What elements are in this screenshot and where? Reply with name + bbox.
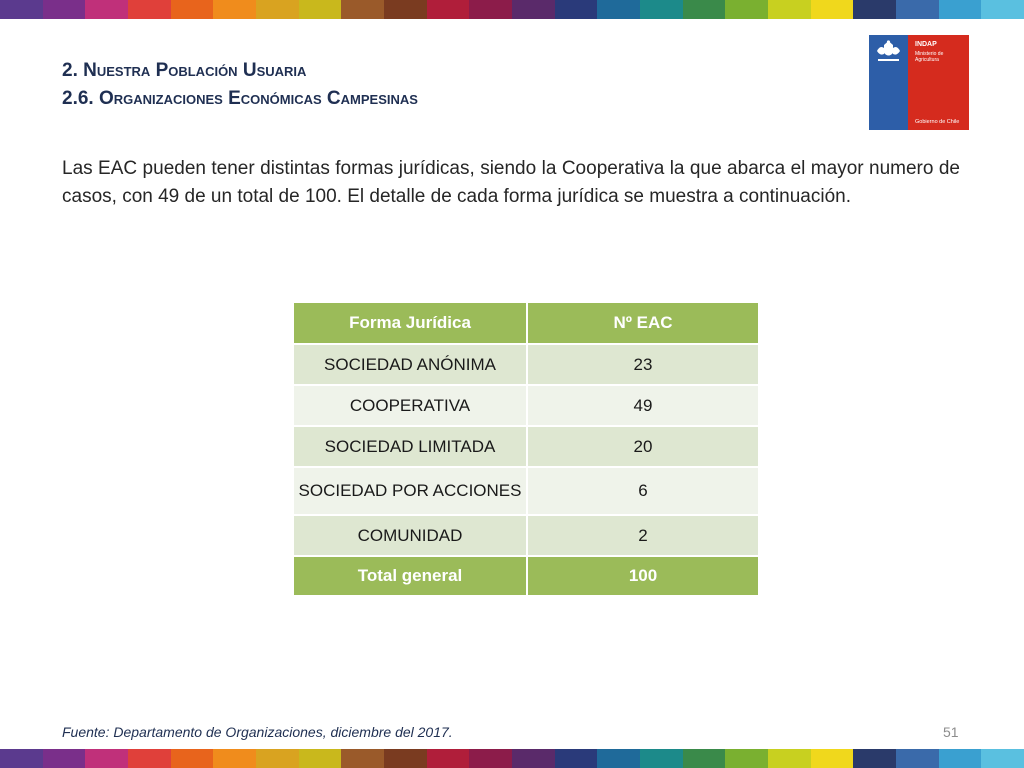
stripe-segment (43, 749, 86, 768)
stripe-segment (0, 0, 43, 19)
stripe-segment (768, 0, 811, 19)
stripe-segment (896, 749, 939, 768)
stripe-segment (853, 0, 896, 19)
column-header-forma: Forma Jurídica (294, 303, 526, 343)
cell-n-eac: 2 (528, 516, 758, 555)
stripe-segment (341, 749, 384, 768)
logo-org: INDAP (915, 41, 937, 48)
stripe-segment (128, 0, 171, 19)
cell-n-eac: 23 (528, 345, 758, 384)
stripe-segment (853, 749, 896, 768)
stripe-segment (256, 749, 299, 768)
table-header-row (294, 303, 758, 343)
stripe-segment (171, 0, 214, 19)
stripe-segment (256, 0, 299, 19)
slide-heading (62, 57, 418, 113)
stripe-segment (384, 749, 427, 768)
stripe-segment (811, 749, 854, 768)
intro-paragraph: Las EAC pueden tener distintas formas jurídicas, siendo la Cooperativa la que abarca el mayor numero de casos, con 49 de un total de 100. El detalle de cada forma jurídica se muestra a continuación. (62, 158, 960, 207)
table-row (294, 345, 758, 384)
stripe-segment (555, 749, 598, 768)
stripe-segment (213, 0, 256, 19)
cell-forma: SOCIEDAD ANÓNIMA (294, 345, 526, 384)
stripe-segment (811, 0, 854, 19)
stripe-segment (171, 749, 214, 768)
stripe-segment (597, 0, 640, 19)
stripe-segment (43, 0, 86, 19)
table-row (294, 386, 758, 425)
stripe-segment (725, 749, 768, 768)
stripe-segment (213, 749, 256, 768)
stripe-segment (640, 749, 683, 768)
stripe-segment (85, 0, 128, 19)
stripe-segment (384, 0, 427, 19)
coat-of-arms-icon (873, 39, 904, 65)
table-row (294, 516, 758, 555)
source-note: Fuente: Departamento de Organizaciones, diciembre del 2017. (62, 724, 453, 740)
stripe-segment (469, 0, 512, 19)
stripe-segment (512, 749, 555, 768)
stripe-segment (85, 749, 128, 768)
forma-juridica-table (292, 301, 760, 597)
cell-n-eac: 20 (528, 427, 758, 466)
stripe-segment (299, 0, 342, 19)
stripe-segment (0, 749, 43, 768)
top-color-stripe (0, 0, 1024, 19)
stripe-segment (896, 0, 939, 19)
total-value: 100 (528, 557, 758, 595)
stripe-segment (981, 749, 1024, 768)
stripe-segment (469, 749, 512, 768)
cell-forma: COOPERATIVA (294, 386, 526, 425)
section-title: 2. Nuestra Población Usuaria (62, 60, 307, 81)
cell-forma: COMUNIDAD (294, 516, 526, 555)
logo-government: Gobierno de Chile (915, 119, 960, 125)
table-total-row (294, 557, 758, 595)
stripe-segment (299, 749, 342, 768)
column-header-n-eac: Nº EAC (528, 303, 758, 343)
table-row (294, 468, 758, 514)
stripe-segment (725, 0, 768, 19)
stripe-segment (427, 0, 470, 19)
table-row (294, 427, 758, 466)
logo-ministry: Ministerio de Agricultura (915, 51, 944, 63)
stripe-segment (939, 749, 982, 768)
total-label: Total general (294, 557, 526, 595)
bottom-color-stripe (0, 749, 1024, 768)
cell-n-eac: 6 (528, 468, 758, 514)
stripe-segment (597, 749, 640, 768)
cell-forma: SOCIEDAD LIMITADA (294, 427, 526, 466)
stripe-segment (128, 749, 171, 768)
indap-logo (869, 35, 969, 130)
stripe-segment (341, 0, 384, 19)
stripe-segment (981, 0, 1024, 19)
stripe-segment (683, 0, 726, 19)
stripe-segment (555, 0, 598, 19)
stripe-segment (939, 0, 982, 19)
stripe-segment (512, 0, 555, 19)
cell-forma: SOCIEDAD POR ACCIONES (294, 468, 526, 514)
cell-n-eac: 49 (528, 386, 758, 425)
stripe-segment (427, 749, 470, 768)
stripe-segment (683, 749, 726, 768)
stripe-segment (768, 749, 811, 768)
stripe-segment (640, 0, 683, 19)
section-subtitle: 2.6. Organizaciones Económicas Campesinas (62, 88, 418, 109)
page-number: 51 (943, 724, 959, 740)
